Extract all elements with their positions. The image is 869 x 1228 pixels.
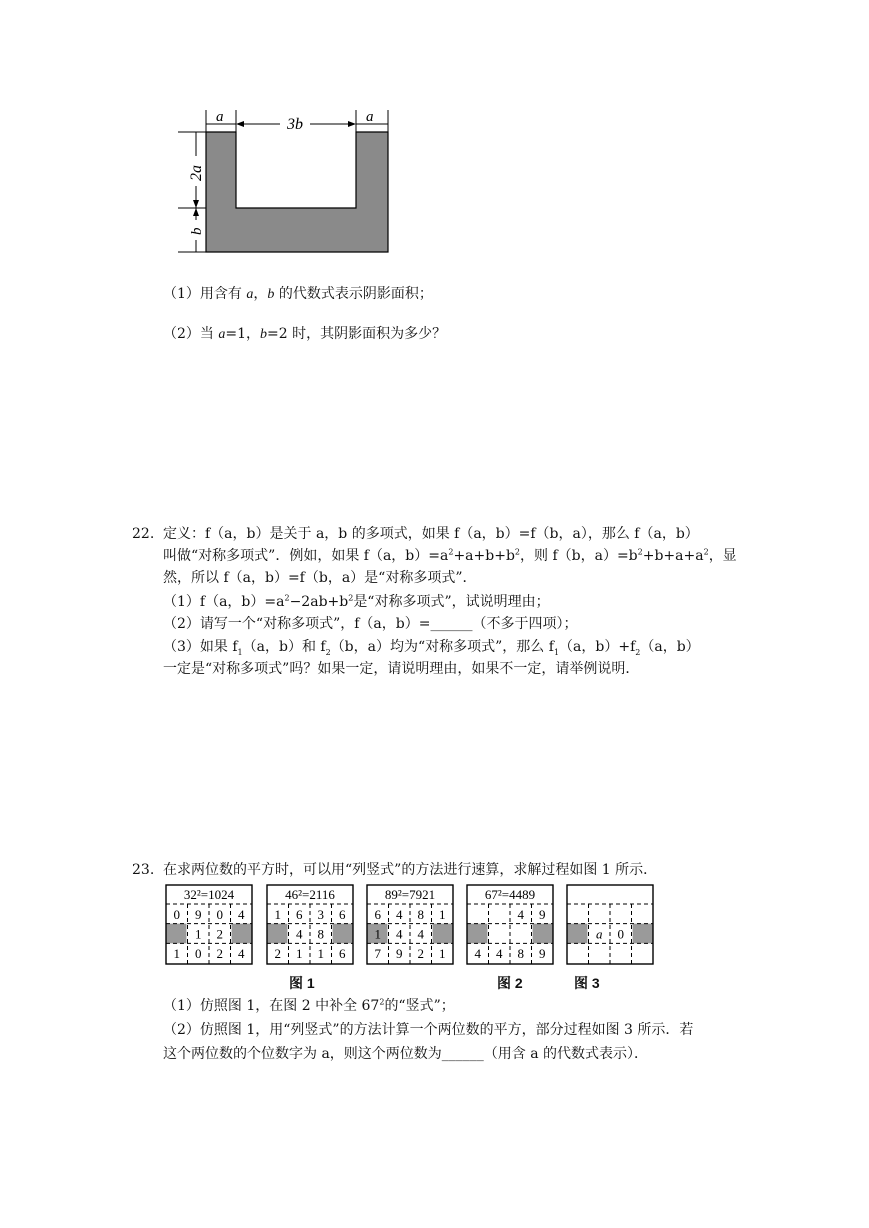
label-b: b — [189, 227, 205, 235]
grid-digit: 9 — [195, 906, 202, 922]
shaded-region — [206, 132, 388, 252]
grid-digit: 4 — [517, 906, 524, 922]
grid-digit: 6 — [339, 906, 346, 922]
grid-digit: a — [596, 926, 603, 942]
grid-digit: 9 — [539, 946, 546, 962]
fig1-label: 图 1 — [289, 975, 315, 991]
shaded-cell — [267, 924, 287, 944]
shaded-cell — [533, 924, 553, 944]
grid-digit: 0 — [173, 906, 180, 922]
fig2-label: 图 2 — [497, 975, 523, 991]
grid-digit: 6 — [296, 906, 303, 922]
grid-digit: 1 — [274, 906, 281, 922]
grid-digit: 1 — [317, 946, 324, 962]
grid-digit: 3 — [317, 906, 324, 922]
q21-part1: （1）用含有 a，b 的代数式表示阴影面积； — [163, 286, 433, 302]
grid-digit: 9 — [539, 906, 546, 922]
grid-digit: 6 — [374, 906, 381, 922]
q22-line2: 叫做“对称多项式”．例如，如果 f（a，$b)=a^2+a+b+b^2$，则 f（b，$a)=b^2+b+a+a^2$，显 — [163, 547, 737, 564]
grid-digit: 8 — [417, 906, 424, 922]
grid-digit: 0 — [216, 906, 223, 922]
fig3-label: 图 3 — [574, 975, 600, 991]
grid-3 — [366, 884, 454, 965]
grid-digit: 1 — [439, 946, 446, 962]
grid-digit: 2 — [417, 946, 424, 962]
q22-part1: （1）f（a，$b)=a^2-2ab+b^2$是“对称多项式”，试说明理由； — [163, 593, 550, 610]
grid-digit: 2 — [216, 926, 223, 942]
grid-digit: 4 — [238, 946, 245, 962]
shaded-cell — [433, 924, 453, 944]
shaded-cell — [467, 924, 487, 944]
grid-title: 67²=4489 — [484, 887, 536, 902]
grid-2 — [266, 884, 354, 965]
label-a-right: a — [366, 109, 374, 125]
q23-part2-line2: 这个两位数的个位数字为 a，则这个两位数为______（用含 a 的代数式表示）． — [163, 1046, 649, 1062]
shaded-cell — [333, 924, 353, 944]
grid-digit: 8 — [517, 946, 524, 962]
label-a-left: a — [216, 109, 224, 125]
q22-line-last: 一定是“对称多项式”吗？如果一定，请说明理由，如果不一定，请举例说明． — [163, 661, 640, 677]
shaded-cell — [232, 924, 252, 944]
q22-part3: （3）如果 $f_1(a$，b）和 $f_2(b$，a）均为“对称多项式”，那么 $f_1(a$，$b)+f_2(a$，b） — [163, 639, 700, 657]
grid-digit: 4 — [238, 906, 245, 922]
shaded-cell — [166, 924, 186, 944]
grid-title: 46²=2116 — [285, 887, 335, 902]
shaded-cell — [567, 924, 587, 944]
grid-digit: 4 — [396, 906, 403, 922]
grid-digit: 4 — [417, 926, 424, 942]
label-2a: 2a — [188, 165, 205, 181]
grid-digit: 1 — [296, 946, 303, 962]
label-3b: 3b — [287, 116, 303, 133]
grid-digit: 4 — [474, 946, 481, 962]
grid-digit: 1 — [195, 926, 202, 942]
figure-u-shape — [170, 104, 410, 256]
grid-digit: 9 — [396, 946, 403, 962]
grid-title: 89²=7921 — [384, 887, 436, 902]
q23-intro: 在求两位数的平方时，可以用“列竖式”的方法进行速算，求解过程如图 1 所示． — [163, 862, 658, 878]
q22-part2: （2）请写一个“对称多项式”，f（a，b）=______（不多于四项）； — [163, 616, 578, 632]
grid-digit: 0 — [195, 946, 202, 962]
grid-digit: 2 — [216, 946, 223, 962]
grid-digit: 8 — [317, 926, 324, 942]
grid-4 — [466, 884, 554, 965]
grid-digit: 7 — [374, 946, 381, 962]
grid-title: 32²=1024 — [183, 887, 235, 902]
q22-line1: 定义：f（a，b）是关于 a，b 的多项式，如果 f（a，b）=f（b，a），那么 f（a，b） — [163, 526, 699, 542]
grid-digit: 1 — [439, 906, 446, 922]
grid-5 — [566, 884, 654, 965]
grid-digit: 6 — [339, 946, 346, 962]
grid-digit: 1 — [173, 946, 180, 962]
shaded-cell — [633, 924, 653, 944]
q22-line3: 然，所以 f（a，b）=f（b，a）是“对称多项式”． — [163, 570, 477, 586]
grid-digit: 4 — [396, 926, 403, 942]
q23-part2-line1: （2）仿照图 1，用“列竖式”的方法计算一个两位数的平方，部分过程如图 3 所示．若 — [163, 1022, 694, 1038]
grid-digit: 4 — [496, 946, 503, 962]
q21-part2: （2）当 a=1，b=2 时，其阴影面积为多少？ — [163, 326, 447, 342]
q23-number: 23. — [132, 862, 155, 878]
grid-digit: 1 — [374, 926, 381, 942]
grid-digit: 4 — [296, 926, 303, 942]
grid-digit: 0 — [617, 926, 624, 942]
q23-part1: （1）仿照图 1，在图 2 中补全 $67^2$的“竖式”； — [163, 997, 455, 1014]
grid-digit: 2 — [274, 946, 281, 962]
q22-number: 22. — [132, 526, 155, 542]
grid-1 — [165, 884, 253, 965]
